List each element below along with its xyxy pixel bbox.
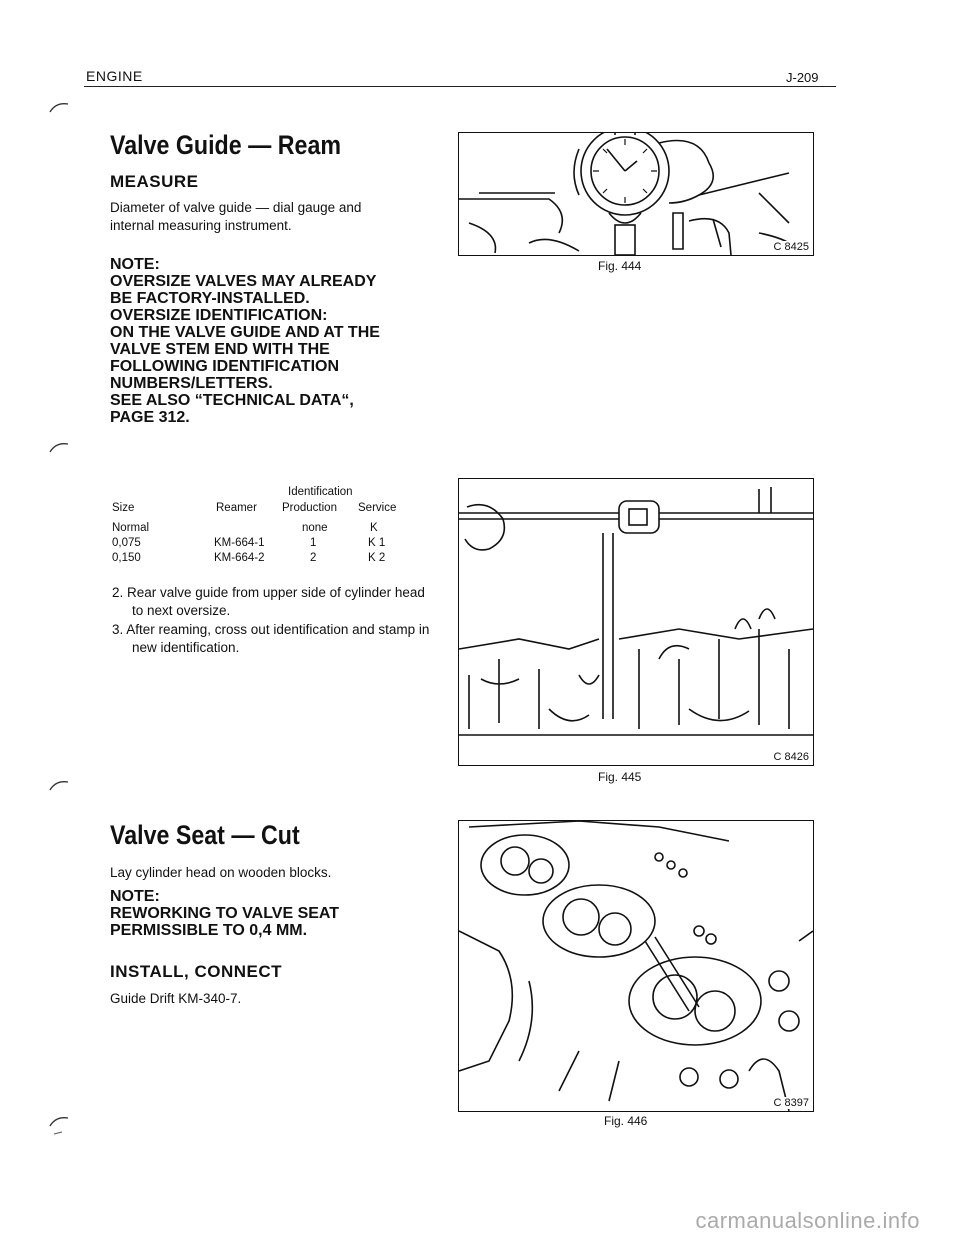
measure-heading: MEASURE <box>110 172 199 191</box>
rework-note <box>110 888 339 939</box>
table-cell: Normal <box>112 522 150 534</box>
figure-446-cylinder-head <box>458 820 814 1112</box>
desc-line: Diameter of valve guide — dial gauge and <box>110 200 362 215</box>
section-title-valve-guide: Valve Guide — Ream <box>110 130 342 160</box>
note-line: SEE ALSO “TECHNICAL DATA“, <box>110 392 354 409</box>
oversize-note <box>110 256 380 426</box>
figure-444-dial-gauge <box>458 132 814 256</box>
figure-caption: Fig. 445 <box>598 770 642 784</box>
step-item: 2. Rear valve guide from upper side of cylinder head to next oversize. <box>112 585 425 618</box>
note-line: ON THE VALVE GUIDE AND AT THE <box>110 324 380 341</box>
figure-caption: Fig. 446 <box>604 1114 648 1128</box>
step-item: 3. After reaming, cross out identification and stamp in new identification. <box>112 622 430 655</box>
table-cell: K 2 <box>368 552 386 564</box>
table-cell: 0,150 <box>112 552 141 564</box>
table-cell: K 1 <box>368 537 386 549</box>
cylinder-head-illustration <box>459 821 813 1111</box>
table-cell: 0,075 <box>112 537 141 549</box>
table-cell: KM-664-1 <box>214 537 265 549</box>
table-header: Size <box>112 502 135 514</box>
watermark: carmanualsonline.info <box>695 1208 920 1233</box>
page-number: J-209 <box>786 70 819 85</box>
tool-reference: Guide Drift KM-340-7. <box>110 991 242 1006</box>
table-header: Production <box>282 502 337 514</box>
table-header: Service <box>358 502 397 514</box>
note-line: OVERSIZE VALVES MAY ALREADY <box>110 273 377 290</box>
install-connect-heading: INSTALL, CONNECT <box>110 962 283 981</box>
note-line: NOTE: <box>110 888 160 905</box>
note-line: PERMISSIBLE TO 0,4 MM. <box>110 922 308 939</box>
note-line: OVERSIZE IDENTIFICATION: <box>110 307 328 324</box>
table-cell: none <box>302 522 328 534</box>
note-line: VALVE STEM END WITH THE <box>110 341 330 358</box>
desc-line: internal measuring instrument. <box>110 218 292 233</box>
measure-description <box>110 199 361 235</box>
seat-description: Lay cylinder head on wooden blocks. <box>110 865 332 880</box>
table-group-header: Identification <box>288 486 353 498</box>
table-cell: 1 <box>310 537 317 549</box>
dial-gauge-illustration <box>459 133 813 255</box>
figure-code: C 8397 <box>773 1097 809 1109</box>
figure-code: C 8425 <box>773 241 809 253</box>
figure-445-reamer <box>458 478 814 766</box>
note-line: FOLLOWING IDENTIFICATION <box>110 358 340 375</box>
table-cell: K <box>370 522 378 534</box>
header-rule <box>84 86 836 87</box>
binder-mark <box>48 100 72 114</box>
note-line: REWORKING TO VALVE SEAT <box>110 905 340 922</box>
note-line: NOTE: <box>110 256 160 273</box>
table-header: Reamer <box>216 502 257 514</box>
section-title-valve-seat: Valve Seat — Cut <box>110 820 300 850</box>
table-cell: 2 <box>310 552 317 564</box>
reamer-illustration <box>459 479 813 765</box>
figure-caption: Fig. 444 <box>598 259 642 273</box>
binder-mark <box>48 1114 72 1136</box>
running-header-section: ENGINE <box>86 68 143 84</box>
note-line: BE FACTORY-INSTALLED. <box>110 290 310 307</box>
note-line: PAGE 312. <box>110 409 190 426</box>
step-list <box>112 584 432 658</box>
table-cell: KM-664-2 <box>214 552 265 564</box>
figure-code: C 8426 <box>773 751 809 763</box>
note-line: NUMBERS/LETTERS. <box>110 375 273 392</box>
binder-mark <box>48 778 72 792</box>
binder-mark <box>48 440 72 454</box>
identification-table <box>112 486 412 572</box>
